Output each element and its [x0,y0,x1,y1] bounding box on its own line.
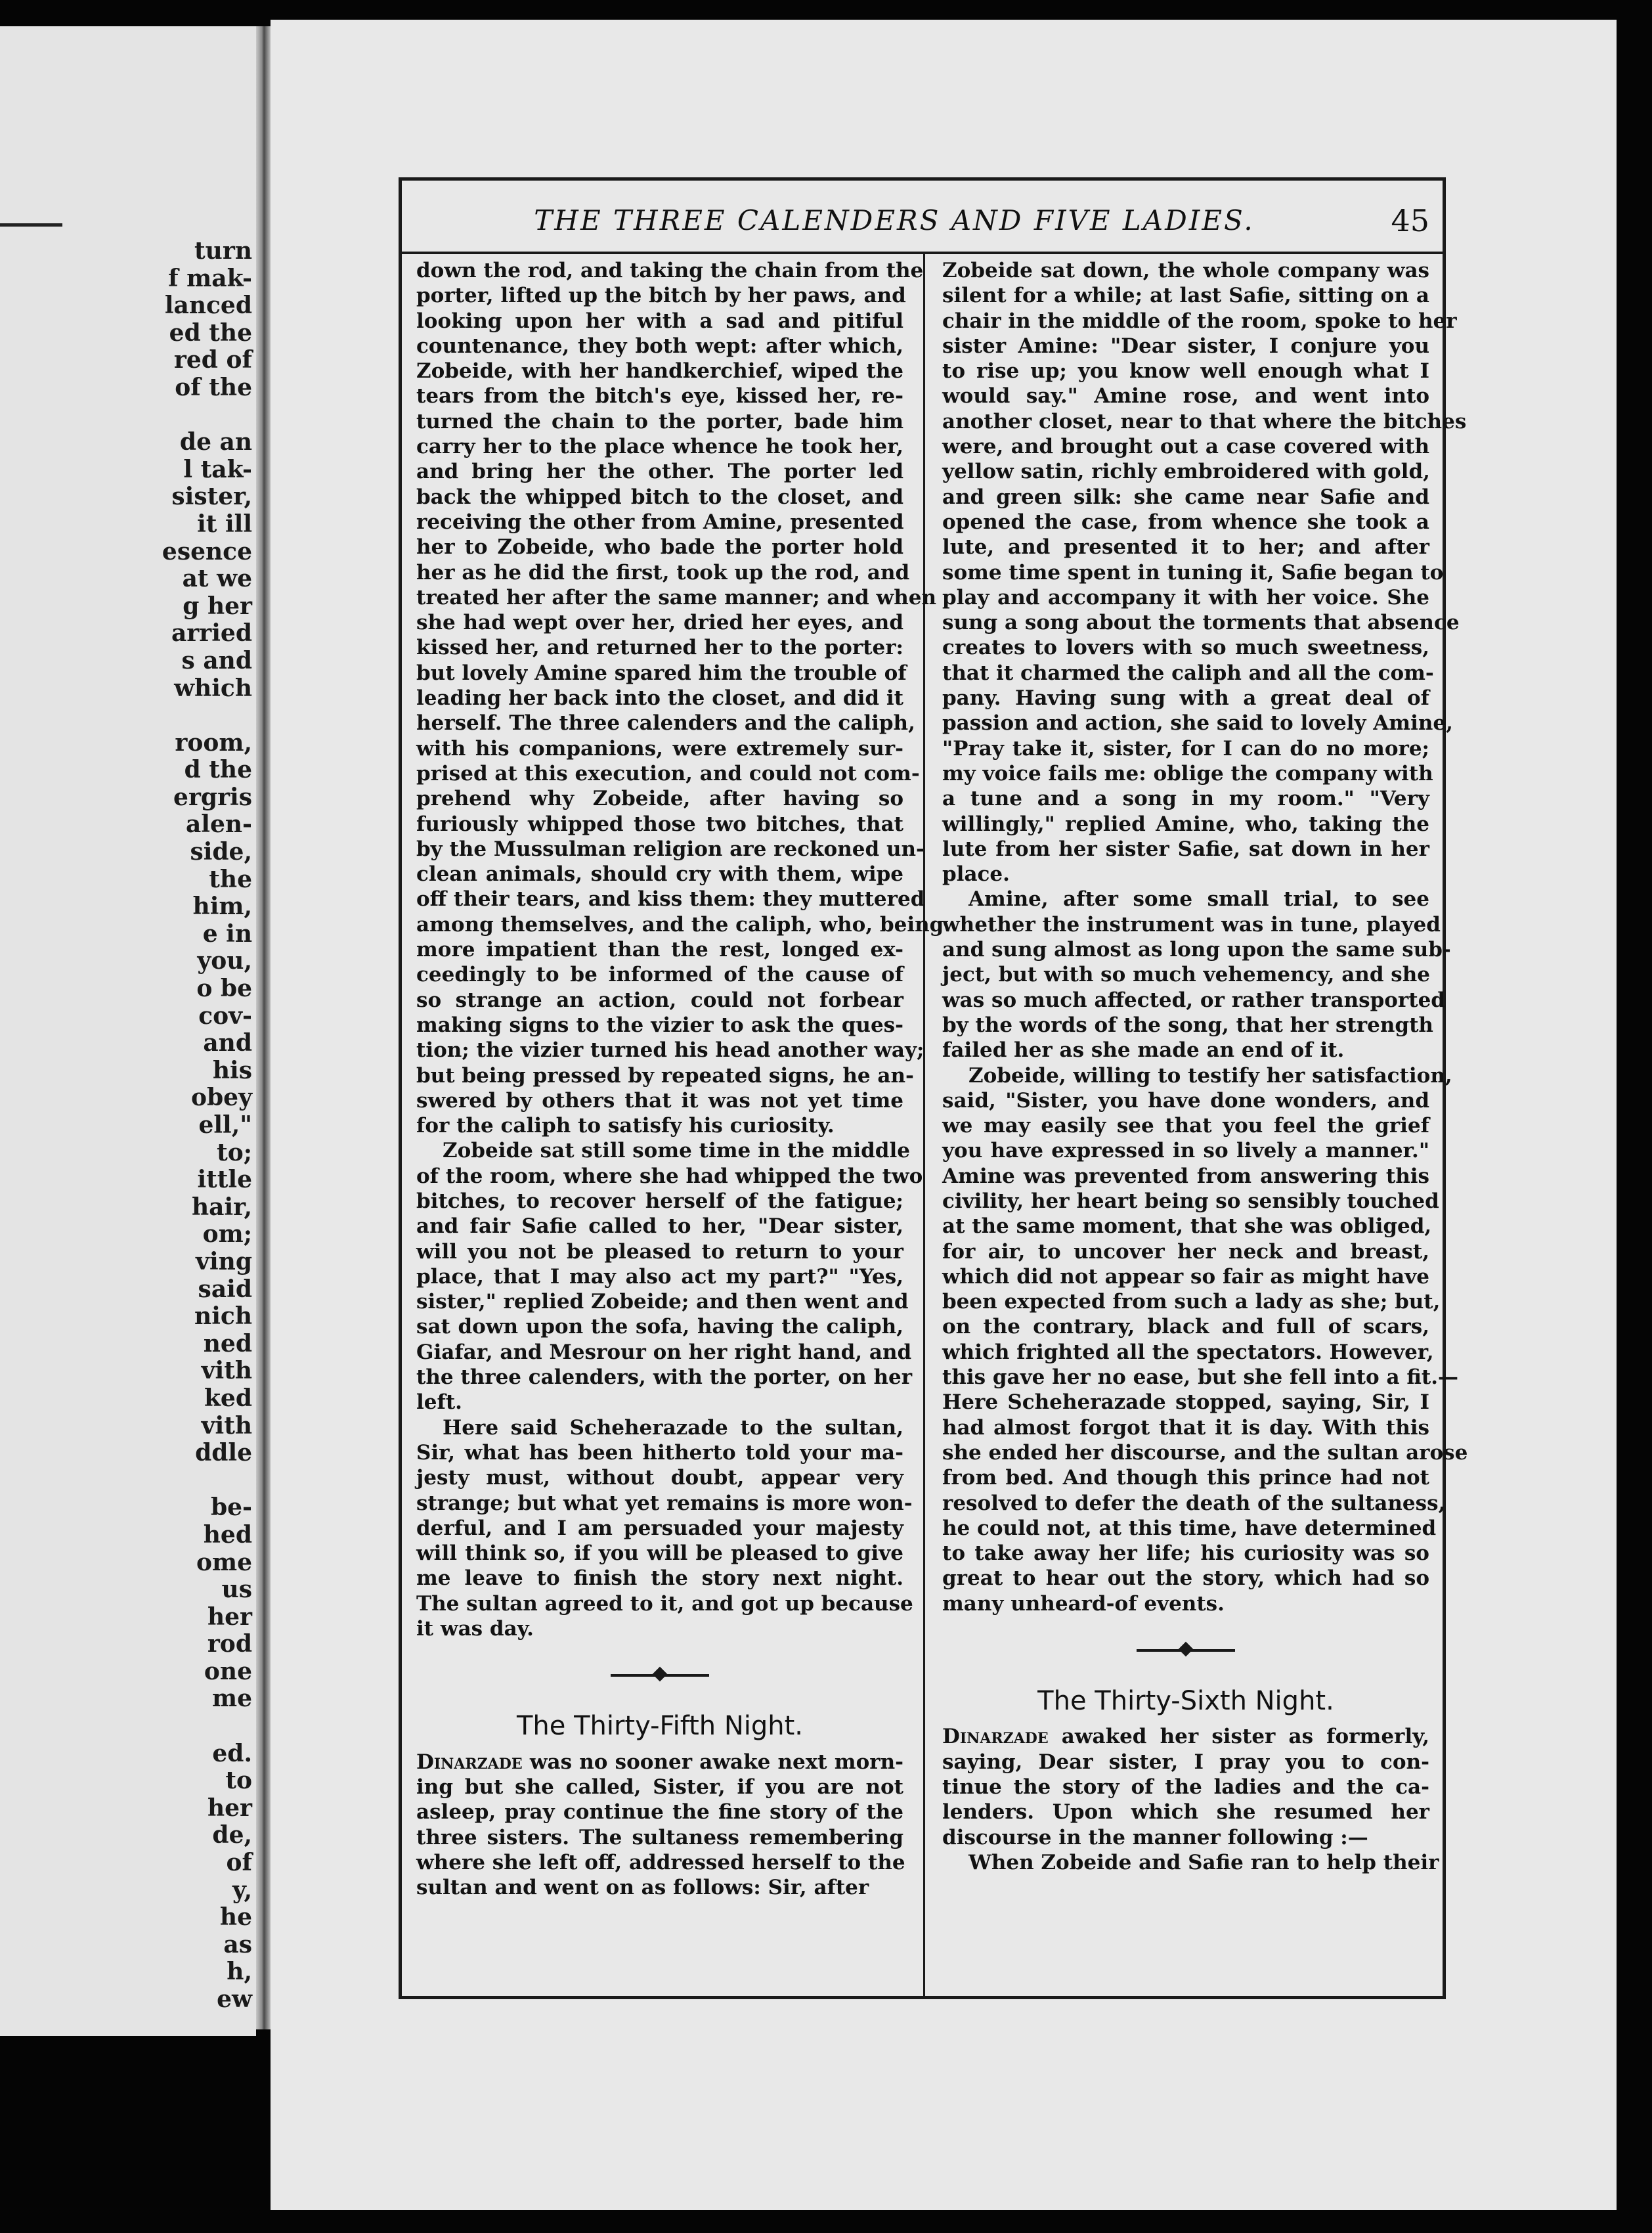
text-fragment: the [209,865,252,893]
text-fragment: vith [201,1357,252,1385]
text-fragment: be- [210,1493,252,1522]
text-fragment: obey [190,1084,252,1112]
text-line: clean animals, should cry with them, wipe [416,862,903,887]
text-line: Giafar, and Mesrour on her right hand, and [416,1340,912,1364]
night-heading: The Thirty-Fifth Night. [516,1711,804,1742]
text-fragment [162,1467,252,1495]
text-fragment [162,402,252,430]
text-line: Zobeide, willing to testify her satisfaction, [968,1063,1452,1088]
text-line: Zobeide, with her handkerchief, wiped the [416,359,903,384]
paragraph [416,258,944,1138]
text-line: asleep, pray continue the fine story of the [416,1800,903,1824]
text-fragment: s and [181,646,252,674]
text-line: whether the instrument was in tune, played [942,912,1441,937]
text-line: among themselves, and the caliph, who, being [416,912,944,937]
text-line: Sir, what has been hitherto told your ma- [416,1440,903,1465]
text-line: sat down upon the sofa, having the caliph, [416,1315,903,1339]
text-line: for air, to uncover her neck and breast, [942,1239,1429,1264]
text-line: play and accompany it with her voice. She [942,585,1429,609]
text-line: but lovely Amine spared him the trouble of [416,661,907,685]
text-line: sister Amine: "Dear sister, I conjure you [942,334,1429,358]
text-line: jesty must, without doubt, appear very [416,1466,903,1490]
text-line: the three calenders, with the porter, on her [416,1365,913,1390]
book-page [271,20,1617,2210]
text-line: Zobeide sat down, the whole company was [942,259,1429,282]
text-line: a tune and a song in my room." "Very [942,787,1429,811]
paragraph [942,887,1451,1063]
text-line: opened the case, from whence she took a [942,510,1429,534]
text-fragment: ittle [197,1166,252,1194]
text-fragment: ddle [195,1439,252,1467]
text-line: swered by others that it was not yet time [416,1088,903,1113]
header-rule [402,252,1443,254]
text-line: many unheard-of events. [942,1591,1225,1616]
text-line: but being pressed by repeated signs, he an- [416,1063,914,1088]
book-gutter [256,26,271,2029]
text-fragment: us [221,1576,252,1604]
line-text: awaked her sister as formerly, [1048,1725,1429,1749]
text-line: silent for a while; at last Safie, sitting on a [942,284,1429,308]
text-fragment: ew [217,1985,252,2013]
text-line: off their tears, and kiss them: they muttered [416,887,925,912]
text-line: had almost forgot that it is day. With this [942,1415,1429,1440]
text-line: will think so, if you will be pleased to give [416,1541,903,1566]
text-line: Here said Scheherazade to the sultan, [443,1415,903,1440]
text-fragment: hed [203,1520,252,1549]
text-line: which did not appear so fair as might have [942,1264,1429,1289]
text-line: Here Scheherazade stopped, saying, Sir, I [942,1390,1429,1415]
text-fragment: at we [182,565,252,593]
text-line: from bed. And though this prince had not [942,1466,1429,1490]
facing-page-rule [0,223,62,227]
text-fragment: he [219,1903,252,1932]
text-fragment: f mak- [168,264,252,292]
text-fragment: alen- [185,810,252,839]
text-line: pany. Having sung with a great deal of [942,686,1429,711]
text-line: lenders. Upon which she resumed her [942,1800,1429,1824]
text-line: failed her as she made an end of it. [942,1038,1345,1063]
text-line: for the caliph to satisfy his curiosity. [416,1114,835,1138]
text-fragment: ed. [212,1739,252,1767]
text-fragment: de an [179,428,252,456]
text-line: this gave her no ease, but she fell into a fit.— [942,1365,1459,1390]
right-column [942,258,1468,1875]
text-fragment: ergris [173,783,252,811]
text-fragment: to; [217,1138,252,1166]
text-line: we may easily see that you feel the grief [942,1114,1429,1138]
text-line: me leave to finish the story next night. [416,1566,903,1591]
text-line: to take away her life; his curiosity was so [942,1541,1429,1566]
text-fragment [162,702,252,730]
text-fragment: and [203,1029,252,1057]
lead-word: Dinarzade [942,1725,1049,1749]
night-heading: The Thirty-Sixth Night. [1037,1686,1334,1717]
text-fragment: me [212,1685,252,1713]
text-fragment: as [223,1930,252,1958]
text-fragment: l tak- [183,455,252,483]
text-line: been expected from such a lady as she; but, [942,1290,1441,1314]
text-line: prised at this execution, and could not com- [416,761,920,785]
text-line: porter, lifted up the bitch by her paws, and [416,284,906,308]
text-line: treated her after the same manner; and when [416,585,937,609]
text-fragment: which [174,674,252,702]
text-line: more impatient than the rest, longed ex- [416,938,903,962]
text-line: sultan and went on as follows: Sir, after [416,1876,869,1900]
line-text: was no sooner awake next morn- [522,1750,903,1774]
text-line: great to hear out the story, which had so [942,1566,1429,1591]
left-column [416,258,944,1900]
text-fragment: ving [196,1247,252,1275]
section-ornament [942,1616,1429,1675]
text-line: her as he did the first, took up the rod, and [416,560,910,585]
text-line: which frighted all the spectators. However, [942,1340,1434,1364]
text-line: bitches, to recover herself of the fatigue; [416,1189,903,1213]
paragraph [942,1850,1439,1875]
text-line: of the room, where she had whipped the two [416,1164,923,1188]
text-line: tears from the bitch's eye, kissed her, re- [416,384,903,409]
text-line: another closet, near to that where the bitches [942,409,1467,433]
text-fragment: ked [204,1384,252,1412]
text-fragment: arried [171,619,252,648]
text-fragment: one [204,1657,252,1685]
text-line: sung a song about the torments that absence [942,611,1460,635]
paragraph [942,1724,1429,1849]
text-line: her to Zobeide, who bade the porter hold [416,535,903,560]
text-fragment: cov- [198,1002,252,1030]
text-line: saying, Dear sister, I pray you to con- [942,1750,1429,1774]
text-line: herself. The three calenders and the caliph, [416,711,915,736]
text-line: place, that I may also act my part?" "Yes, [416,1264,903,1289]
text-line: lute from her sister Safie, sat down in her [942,837,1429,861]
text-line: lute, and presented it to her; and after [942,535,1429,560]
text-fragment: his [212,1056,252,1084]
text-line: Amine was prevented from answering this [942,1164,1429,1188]
text-fragment: hair, [191,1193,252,1221]
text-line: and sung almost as long upon the same sub- [942,938,1451,962]
text-fragment: y, [232,1876,252,1904]
text-line: tion; the vizier turned his head another way; [416,1038,924,1063]
text-line: said, "Sister, you have done wonders, and [942,1088,1429,1113]
text-fragment: esence [162,537,252,565]
text-fragment: side, [190,838,252,866]
text-line: passion and action, she said to lovely Amine, [942,711,1453,736]
text-line: chair in the middle of the room, spoke to her [942,309,1457,333]
text-fragment: nich [194,1302,252,1331]
text-line: yellow satin, richly embroidered with gold, [942,460,1430,484]
text-line: some time spent in tuning it, Safie began to [942,560,1444,585]
text-fragment: him, [192,893,252,921]
text-fragment: d the [184,756,252,784]
text-line [416,1750,903,1775]
text-line: back the whipped bitch to the closet, and [416,485,903,509]
text-frame [399,177,1468,1999]
text-line: leading her back into the closet, and did it [416,686,903,711]
text-fragment: e in [202,919,252,948]
text-fragment: om; [202,1220,252,1249]
lead-word: Dinarzade [416,1750,523,1774]
text-fragment: vith [201,1411,252,1440]
text-fragment: h, [227,1958,252,1986]
text-fragment: her [207,1603,252,1631]
text-line: Amine, after some small trial, to see [968,887,1429,912]
text-fragment: to [225,1767,252,1795]
text-line: where she left off, addressed herself to the [416,1850,905,1874]
text-fragment: red of [173,346,252,374]
text-line: prehend why Zobeide, after having so [416,787,903,811]
facing-page-text [162,238,252,2014]
text-line: derful, and I am persuaded your majesty [416,1516,903,1540]
text-fragment: of [226,1849,252,1877]
paragraph [942,1063,1468,1617]
text-fragment: said [198,1275,252,1303]
text-line: was so much affected, or rather transported [942,988,1445,1012]
text-line: ing but she called, Sister, if you are not [416,1775,903,1799]
text-line: she had wept over her, dried her eyes, and [416,611,903,635]
text-line: with his companions, were extremely sur- [416,736,903,761]
text-fragment: room, [175,728,252,757]
text-line: ject, but with so much vehemency, and she [942,963,1431,987]
column-divider [923,254,925,1996]
text-fragment: ned [203,1329,252,1358]
text-line: she ended her discourse, and the sultan arose [942,1440,1468,1465]
text-line: by the Mussulman religion are reckoned un- [416,837,924,861]
text-line: you have expressed in so lively a manner." [942,1139,1429,1163]
text-fragment: you, [197,947,252,975]
text-line: at the same moment, that she was obliged, [942,1214,1432,1239]
text-fragment: ell," [198,1111,252,1139]
text-line: kissed her, and returned her to the porter: [416,636,903,660]
text-fragment: rod [207,1630,252,1658]
text-line: looking upon her with a sad and pitiful [416,309,903,333]
text-fragment: ed the [169,319,252,347]
page-number: 45 [1391,203,1429,238]
text-line: furiously whipped those two bitches, that [416,812,903,836]
text-line: and green silk: she came near Safie and [942,485,1429,509]
text-line: on the contrary, black and full of scars, [942,1315,1429,1339]
text-line: The sultan agreed to it, and got up because [416,1591,913,1616]
text-fragment: turn [194,237,252,265]
text-line: receiving the other from Amine, presented [416,510,904,534]
text-line: were, and brought out a case covered with [942,435,1429,459]
paragraph [942,258,1467,887]
text-fragment: it ill [197,510,252,538]
text-fragment: ome [196,1548,252,1576]
text-line: place. [942,862,1010,887]
text-fragment: her [207,1794,252,1822]
text-line: sister," replied Zobeide; and then went and [416,1290,909,1314]
text-line: down the rod, and taking the chain from the [416,259,924,282]
text-line: will you not be pleased to return to your [416,1239,903,1264]
text-line: willingly," replied Amine, who, taking the [942,812,1429,836]
text-line: When Zobeide and Safie ran to help their [968,1850,1439,1874]
facing-page-fragment [0,26,256,2036]
text-line: carry her to the place whence he took her, [416,435,903,459]
text-line: discourse in the manner following :— [942,1825,1368,1849]
text-line: by the words of the song, that her strength [942,1013,1433,1037]
text-fragment: sister, [171,483,252,511]
text-fragment: g her [183,592,252,620]
section-ornament [416,1641,903,1700]
text-line: turned the chain to the porter, bade him [416,409,903,433]
text-line: tinue the story of the ladies and the ca- [942,1775,1429,1799]
text-line: strange; but what yet remains is more won- [416,1491,913,1515]
text-line: creates to lovers with so much sweetness, [942,636,1429,660]
text-fragment: de, [212,1821,252,1849]
text-line: to rise up; you know well enough what I [942,359,1429,384]
text-line: so strange an action, could not forbear [416,988,903,1012]
text-fragment: of the [175,373,252,401]
paragraph [416,1415,913,1642]
text-line: and fair Safie called to her, "Dear sister, [416,1214,903,1239]
text-line: it was day. [416,1617,534,1641]
text-line: civility, her heart being so sensibly touched [942,1189,1439,1213]
text-fragment [162,1713,252,1740]
text-line: three sisters. The sultaness remembering [416,1825,903,1849]
text-line: countenance, they both wept: after which, [416,334,903,358]
text-line: and bring her the other. The porter led [416,460,903,484]
text-line: left. [416,1390,462,1415]
paragraph [416,1138,923,1415]
text-line: Zobeide sat still some time in the middle [443,1139,910,1163]
text-line: my voice fails me: oblige the company with [942,761,1433,785]
running-title: THE THREE CALENDERS AND FIVE LADIES. [534,204,1255,236]
text-line [942,1724,1429,1749]
text-fragment: lanced [164,292,252,320]
text-line: would say." Amine rose, and went into [942,384,1429,409]
text-line: he could not, at this time, have determined [942,1516,1437,1540]
text-fragment: o be [196,975,252,1003]
text-line: that it charmed the caliph and all the com- [942,661,1434,685]
text-line: making signs to the vizier to ask the ques- [416,1013,903,1037]
text-line: "Pray take it, sister, for I can do no more; [942,736,1429,761]
text-line: resolved to defer the death of the sultaness, [942,1491,1446,1515]
paragraph [416,1750,903,1901]
text-line: ceedingly to be informed of the cause of [416,963,903,987]
